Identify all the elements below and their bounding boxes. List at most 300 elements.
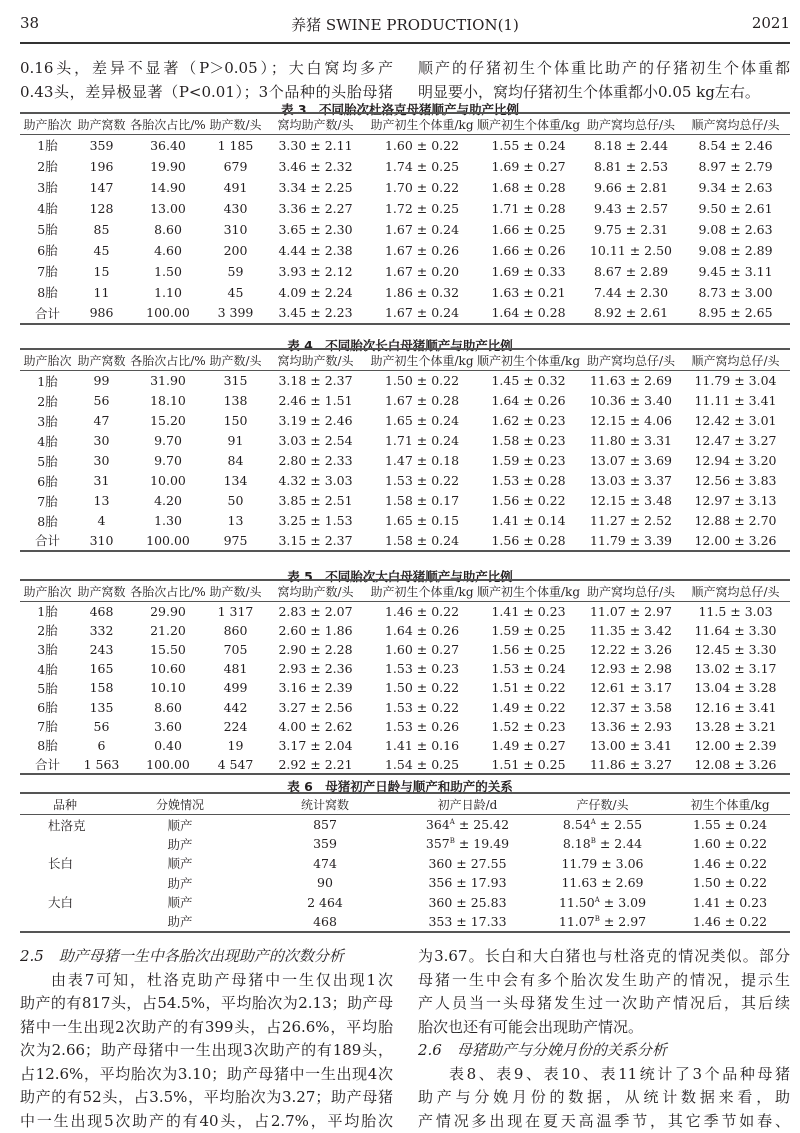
text-line: 明显要小，窝均仔猪初生个体重都小0.05 kg左右。 bbox=[418, 81, 790, 105]
table-cell: 1.86 ± 0.32 bbox=[368, 282, 476, 303]
table-cell: 11.35 ± 3.42 bbox=[581, 621, 681, 640]
table-cell: 158 bbox=[75, 678, 128, 697]
table-cell: 15.20 bbox=[128, 411, 208, 431]
table-cell: 1.56 ± 0.28 bbox=[476, 531, 581, 551]
litter-mean: 8.54 bbox=[563, 817, 591, 832]
table-cell: 1.30 bbox=[128, 511, 208, 531]
table-cell: 100.00 bbox=[128, 303, 208, 324]
column-header: 统计窝数 bbox=[250, 793, 400, 815]
table-cell: 430 bbox=[208, 198, 263, 219]
table-cell: 7胎 bbox=[20, 717, 75, 736]
table-cell: 19.90 bbox=[128, 156, 208, 177]
table-cell: 1.49 ± 0.22 bbox=[476, 697, 581, 716]
journal-title: 养猪 SWINE PRODUCTION(1) bbox=[20, 14, 790, 35]
age-sd: ± 25.42 bbox=[455, 817, 509, 832]
table-cell: 13.36 ± 2.93 bbox=[581, 717, 681, 736]
table-cell: 1.71 ± 0.24 bbox=[368, 431, 476, 451]
column-header: 助产胎次 bbox=[20, 113, 75, 135]
table-cell: 11.07 ± 2.97 bbox=[581, 602, 681, 621]
table-cell: 1.74 ± 0.25 bbox=[368, 156, 476, 177]
table-cell: 30 bbox=[75, 451, 128, 471]
table-row bbox=[20, 156, 790, 177]
table-cell: 2.60 ± 1.86 bbox=[263, 621, 368, 640]
table-cell: 1.51 ± 0.22 bbox=[476, 678, 581, 697]
litter-cell bbox=[535, 834, 670, 854]
table-cell: 12.37 ± 3.58 bbox=[581, 697, 681, 716]
table-cell: 1.41 ± 0.23 bbox=[476, 602, 581, 621]
header-row bbox=[20, 793, 790, 815]
table-cell: 14.90 bbox=[128, 177, 208, 198]
body-right-column bbox=[418, 945, 790, 1133]
table-cell: 310 bbox=[75, 531, 128, 551]
table-cell: 9.66 ± 2.81 bbox=[581, 177, 681, 198]
table-cell: 13.00 ± 3.41 bbox=[581, 736, 681, 755]
table-cell: 12.47 ± 3.27 bbox=[681, 431, 790, 451]
table-row bbox=[20, 640, 790, 659]
table-cell: 11 bbox=[75, 282, 128, 303]
text-line: 产情况多出现在夏天高温季节，其它季节如春、 bbox=[418, 1110, 790, 1133]
litter-count-cell: 857 bbox=[250, 815, 400, 835]
year: 2021 bbox=[752, 14, 790, 32]
age-mean: 364 bbox=[426, 817, 450, 832]
text-line: 表8、表9、表10、表11统计了3个品种母猪 bbox=[418, 1063, 790, 1087]
table-row bbox=[20, 491, 790, 511]
table-cell: 1.41 ± 0.16 bbox=[368, 736, 476, 755]
table-row bbox=[20, 834, 790, 854]
litter-mean: 11.63 ± 2.69 bbox=[561, 875, 643, 890]
litter-sd: ± 3.09 bbox=[600, 895, 646, 910]
column-header: 顺产初生个体重/kg bbox=[476, 349, 581, 371]
column-header: 助产初生个体重/kg bbox=[368, 349, 476, 371]
table-cell: 12.94 ± 3.20 bbox=[681, 451, 790, 471]
litter-significance: B bbox=[595, 915, 600, 923]
delivery-type-cell: 助产 bbox=[110, 834, 250, 854]
parity-table bbox=[20, 112, 790, 325]
column-header: 助产胎次 bbox=[20, 580, 75, 602]
litter-cell bbox=[535, 912, 670, 932]
intro-right-column bbox=[418, 57, 790, 104]
table-cell: 1.67 ± 0.20 bbox=[368, 261, 476, 282]
table-cell: 12.16 ± 3.41 bbox=[681, 697, 790, 716]
table-cell: 11.80 ± 3.31 bbox=[581, 431, 681, 451]
table-cell: 1.47 ± 0.18 bbox=[368, 451, 476, 471]
table-cell: 13 bbox=[75, 491, 128, 511]
column-header: 分娩情况 bbox=[110, 793, 250, 815]
table-cell: 986 bbox=[75, 303, 128, 324]
table-row bbox=[20, 240, 790, 261]
table-cell: 85 bbox=[75, 219, 128, 240]
text-line: 由表7可知，杜洛克助产母猪中一生仅出现1次 bbox=[20, 969, 393, 993]
litter-sd: ± 2.97 bbox=[600, 914, 646, 929]
text-line: 次为2.66；助产母猪中一生出现3次助产的有189头， bbox=[20, 1039, 393, 1063]
table-cell: 1胎 bbox=[20, 371, 75, 391]
column-header: 各胎次占比/% bbox=[128, 349, 208, 371]
table-cell: 31 bbox=[75, 471, 128, 491]
column-header: 助产初生个体重/kg bbox=[368, 113, 476, 135]
table-cell: 6胎 bbox=[20, 240, 75, 261]
litter-cell bbox=[535, 893, 670, 913]
table-cell: 4胎 bbox=[20, 431, 75, 451]
table-cell: 8.60 bbox=[128, 219, 208, 240]
age-cell bbox=[400, 834, 535, 854]
table-cell: 481 bbox=[208, 659, 263, 678]
table-cell: 6 bbox=[75, 736, 128, 755]
table-cell: 1.58 ± 0.23 bbox=[476, 431, 581, 451]
intro-left-column bbox=[20, 57, 393, 104]
table-cell: 13 bbox=[208, 511, 263, 531]
table-cell: 9.70 bbox=[128, 451, 208, 471]
table-cell: 138 bbox=[208, 391, 263, 411]
table-cell: 3.30 ± 2.11 bbox=[263, 135, 368, 156]
table-cell: 9.08 ± 2.89 bbox=[681, 240, 790, 261]
table-cell: 12.97 ± 3.13 bbox=[681, 491, 790, 511]
table-row bbox=[20, 893, 790, 913]
table-cell: 8.54 ± 2.46 bbox=[681, 135, 790, 156]
table-cell: 0.40 bbox=[128, 736, 208, 755]
table-cell: 3.16 ± 2.39 bbox=[263, 678, 368, 697]
table-row bbox=[20, 471, 790, 491]
table-row bbox=[20, 717, 790, 736]
table-cell: 合计 bbox=[20, 755, 75, 774]
column-header: 助产数/头 bbox=[208, 113, 263, 135]
table-row bbox=[20, 371, 790, 391]
table-cell: 10.60 bbox=[128, 659, 208, 678]
litter-significance: A bbox=[595, 896, 600, 904]
table-cell: 1.67 ± 0.24 bbox=[368, 303, 476, 324]
table-cell: 1.67 ± 0.28 bbox=[368, 391, 476, 411]
litter-significance: B bbox=[591, 837, 596, 845]
table-cell: 7.44 ± 2.30 bbox=[581, 282, 681, 303]
litter-mean: 11.79 ± 3.06 bbox=[561, 856, 643, 871]
table-cell: 8胎 bbox=[20, 282, 75, 303]
table-cell: 2.92 ± 2.21 bbox=[263, 755, 368, 774]
table-row bbox=[20, 697, 790, 716]
table-cell: 1胎 bbox=[20, 602, 75, 621]
column-header: 各胎次占比/% bbox=[128, 113, 208, 135]
column-header: 助产数/头 bbox=[208, 349, 263, 371]
table-cell: 13.04 ± 3.28 bbox=[681, 678, 790, 697]
table-cell: 9.70 bbox=[128, 431, 208, 451]
table-cell: 9.34 ± 2.63 bbox=[681, 177, 790, 198]
birth-weight-cell: 1.60 ± 0.22 bbox=[670, 834, 790, 854]
text-line: 中一生出现5次助产的有40头，占2.7%，平均胎次 bbox=[20, 1110, 393, 1133]
table-cell: 8.97 ± 2.79 bbox=[681, 156, 790, 177]
birth-weight-cell: 1.46 ± 0.22 bbox=[670, 854, 790, 874]
table-cell: 3.03 ± 2.54 bbox=[263, 431, 368, 451]
table-cell: 4胎 bbox=[20, 198, 75, 219]
section-heading: 2.5 助产母猪一生中各胎次出现助产的次数分析 bbox=[20, 945, 393, 969]
table-title: 表 3 不同胎次杜洛克母猪顺产与助产比例 bbox=[0, 100, 800, 118]
table-cell: 1.65 ± 0.24 bbox=[368, 411, 476, 431]
table-row bbox=[20, 391, 790, 411]
table-cell: 3.15 ± 2.37 bbox=[263, 531, 368, 551]
table-cell: 1.52 ± 0.23 bbox=[476, 717, 581, 736]
table-row bbox=[20, 261, 790, 282]
table-row bbox=[20, 135, 790, 156]
column-header: 助产窝均总仔/头 bbox=[581, 580, 681, 602]
running-header bbox=[20, 6, 790, 44]
table-cell: 3.19 ± 2.46 bbox=[263, 411, 368, 431]
litter-mean: 8.18 bbox=[563, 836, 591, 851]
table-row bbox=[20, 219, 790, 240]
litter-sd: ± 2.55 bbox=[596, 817, 642, 832]
table-cell: 11.11 ± 3.41 bbox=[681, 391, 790, 411]
table-cell: 3胎 bbox=[20, 411, 75, 431]
table-cell: 134 bbox=[208, 471, 263, 491]
table-cell: 7胎 bbox=[20, 261, 75, 282]
table-cell: 15 bbox=[75, 261, 128, 282]
table-cell: 332 bbox=[75, 621, 128, 640]
age-significance: B bbox=[450, 837, 455, 845]
table-cell: 30 bbox=[75, 431, 128, 451]
column-header: 顺产初生个体重/kg bbox=[476, 113, 581, 135]
table-cell: 12.15 ± 3.48 bbox=[581, 491, 681, 511]
table-cell: 4.20 bbox=[128, 491, 208, 511]
age-cell bbox=[400, 893, 535, 913]
table-cell: 1.56 ± 0.25 bbox=[476, 640, 581, 659]
table-cell: 12.00 ± 3.26 bbox=[681, 531, 790, 551]
table-cell: 1.10 bbox=[128, 282, 208, 303]
litter-mean: 11.50 bbox=[559, 895, 595, 910]
table-cell: 3.45 ± 2.23 bbox=[263, 303, 368, 324]
table-cell: 1.66 ± 0.25 bbox=[476, 219, 581, 240]
age-significance: A bbox=[450, 818, 455, 826]
table-cell: 12.61 ± 3.17 bbox=[581, 678, 681, 697]
litter-cell bbox=[535, 854, 670, 874]
table-cell: 1.45 ± 0.32 bbox=[476, 371, 581, 391]
table-cell: 11.64 ± 3.30 bbox=[681, 621, 790, 640]
table-cell: 3胎 bbox=[20, 640, 75, 659]
table-cell: 1.60 ± 0.22 bbox=[368, 135, 476, 156]
table-cell: 4.00 ± 2.62 bbox=[263, 717, 368, 736]
table-row bbox=[20, 411, 790, 431]
table-cell: 128 bbox=[75, 198, 128, 219]
table-cell: 12.45 ± 3.30 bbox=[681, 640, 790, 659]
table-cell: 9.43 ± 2.57 bbox=[581, 198, 681, 219]
table-cell: 8.18 ± 2.44 bbox=[581, 135, 681, 156]
table-cell: 1.69 ± 0.33 bbox=[476, 261, 581, 282]
age-mean: 353 ± 17.33 bbox=[428, 914, 506, 929]
table-cell: 1.60 ± 0.27 bbox=[368, 640, 476, 659]
table-cell: 9.45 ± 3.11 bbox=[681, 261, 790, 282]
parity-table bbox=[20, 579, 790, 775]
table-cell: 1.64 ± 0.28 bbox=[476, 303, 581, 324]
table-cell: 1.53 ± 0.22 bbox=[368, 471, 476, 491]
text-line: 占12.6%，平均胎次为3.10；助产母猪中一生出现4次 bbox=[20, 1063, 393, 1087]
table-cell: 2胎 bbox=[20, 156, 75, 177]
table-cell: 3.85 ± 2.51 bbox=[263, 491, 368, 511]
table-title: 表 5 不同胎次大白母猪顺产与助产比例 bbox=[0, 567, 800, 585]
table-cell: 3.17 ± 2.04 bbox=[263, 736, 368, 755]
table-cell: 1.55 ± 0.24 bbox=[476, 135, 581, 156]
table-cell: 10.10 bbox=[128, 678, 208, 697]
column-header: 助产窝数 bbox=[75, 580, 128, 602]
table-cell: 合计 bbox=[20, 303, 75, 324]
table-cell: 1.53 ± 0.28 bbox=[476, 471, 581, 491]
table-cell: 1.67 ± 0.26 bbox=[368, 240, 476, 261]
column-header: 窝均助产数/头 bbox=[263, 580, 368, 602]
table-cell: 1 185 bbox=[208, 135, 263, 156]
table-row bbox=[20, 659, 790, 678]
table-row bbox=[20, 912, 790, 932]
age-cell bbox=[400, 912, 535, 932]
table-cell: 1.54 ± 0.25 bbox=[368, 755, 476, 774]
table-row bbox=[20, 873, 790, 893]
table-row bbox=[20, 854, 790, 874]
birth-weight-cell: 1.46 ± 0.22 bbox=[670, 912, 790, 932]
column-header: 产仔数/头 bbox=[535, 793, 670, 815]
table-cell: 359 bbox=[75, 135, 128, 156]
age-sd: ± 19.49 bbox=[455, 836, 509, 851]
table-row bbox=[20, 815, 790, 835]
table-cell: 100.00 bbox=[128, 755, 208, 774]
litter-sd: ± 2.44 bbox=[596, 836, 642, 851]
table-cell: 224 bbox=[208, 717, 263, 736]
age-mean: 360 ± 25.83 bbox=[428, 895, 506, 910]
litter-count-cell: 474 bbox=[250, 854, 400, 874]
delivery-type-cell: 助产 bbox=[110, 873, 250, 893]
column-header: 助产窝数 bbox=[75, 349, 128, 371]
table-cell: 150 bbox=[208, 411, 263, 431]
table-cell: 11.79 ± 3.39 bbox=[581, 531, 681, 551]
table-cell: 1.46 ± 0.22 bbox=[368, 602, 476, 621]
table-cell: 3.36 ± 2.27 bbox=[263, 198, 368, 219]
table-cell: 3.93 ± 2.12 bbox=[263, 261, 368, 282]
table-cell: 11.79 ± 3.04 bbox=[681, 371, 790, 391]
table-cell: 679 bbox=[208, 156, 263, 177]
table-cell: 3.18 ± 2.37 bbox=[263, 371, 368, 391]
age-mean: 356 ± 17.93 bbox=[428, 875, 506, 890]
delivery-type-cell: 助产 bbox=[110, 912, 250, 932]
table-cell: 4.60 bbox=[128, 240, 208, 261]
birth-weight-cell: 1.50 ± 0.22 bbox=[670, 873, 790, 893]
column-header: 助产窝数 bbox=[75, 113, 128, 135]
table-row bbox=[20, 602, 790, 621]
table-cell: 12.22 ± 3.26 bbox=[581, 640, 681, 659]
table-cell: 13.03 ± 3.37 bbox=[581, 471, 681, 491]
table-cell: 8.73 ± 3.00 bbox=[681, 282, 790, 303]
table-cell: 5胎 bbox=[20, 451, 75, 471]
table-cell: 8.60 bbox=[128, 697, 208, 716]
age-cell bbox=[400, 873, 535, 893]
table-cell: 468 bbox=[75, 602, 128, 621]
table-cell: 8.95 ± 2.65 bbox=[681, 303, 790, 324]
table-cell: 2.93 ± 2.36 bbox=[263, 659, 368, 678]
table-cell: 1.50 ± 0.22 bbox=[368, 371, 476, 391]
table-cell: 12.42 ± 3.01 bbox=[681, 411, 790, 431]
table-cell: 1.69 ± 0.27 bbox=[476, 156, 581, 177]
column-header: 初产日龄/d bbox=[400, 793, 535, 815]
table-cell: 1.63 ± 0.21 bbox=[476, 282, 581, 303]
table-cell: 47 bbox=[75, 411, 128, 431]
column-header: 顺产窝均总仔/头 bbox=[681, 580, 790, 602]
breed-cell bbox=[20, 912, 110, 932]
table-cell: 9.08 ± 2.63 bbox=[681, 219, 790, 240]
text-line: 助产与分娩月份的数据，从统计数据来看，助 bbox=[418, 1086, 790, 1110]
column-header: 助产初生个体重/kg bbox=[368, 580, 476, 602]
table-cell: 13.07 ± 3.69 bbox=[581, 451, 681, 471]
text-line: 胎次也还有可能会出现助产情况。 bbox=[418, 1016, 790, 1040]
table-cell: 3.60 bbox=[128, 717, 208, 736]
table-cell: 2.80 ± 2.33 bbox=[263, 451, 368, 471]
table-cell: 1胎 bbox=[20, 135, 75, 156]
table-cell: 21.20 bbox=[128, 621, 208, 640]
table-cell: 8.81 ± 2.53 bbox=[581, 156, 681, 177]
header-row bbox=[20, 349, 790, 371]
breed-cell bbox=[20, 834, 110, 854]
table-cell: 3 399 bbox=[208, 303, 263, 324]
table-row bbox=[20, 755, 790, 774]
table-cell: 1.53 ± 0.24 bbox=[476, 659, 581, 678]
litter-cell bbox=[535, 873, 670, 893]
table-cell: 11.86 ± 3.27 bbox=[581, 755, 681, 774]
table-cell: 1.59 ± 0.23 bbox=[476, 451, 581, 471]
page-number: 38 bbox=[20, 14, 39, 32]
table-cell: 11.5 ± 3.03 bbox=[681, 602, 790, 621]
table-cell: 5胎 bbox=[20, 678, 75, 697]
table-cell: 4.44 ± 2.38 bbox=[263, 240, 368, 261]
table-cell: 1.58 ± 0.17 bbox=[368, 491, 476, 511]
header-row bbox=[20, 113, 790, 135]
table-cell: 1.64 ± 0.26 bbox=[368, 621, 476, 640]
text-line: 顺产的仔猪初生个体重比助产的仔猪初生个体重都 bbox=[418, 57, 790, 81]
table-cell: 1.41 ± 0.14 bbox=[476, 511, 581, 531]
table-cell: 8胎 bbox=[20, 736, 75, 755]
table-cell: 50 bbox=[208, 491, 263, 511]
delivery-type-cell: 顺产 bbox=[110, 854, 250, 874]
table-cell: 56 bbox=[75, 391, 128, 411]
table-cell: 1.70 ± 0.22 bbox=[368, 177, 476, 198]
table-row bbox=[20, 303, 790, 324]
table-title: 表 4 不同胎次长白母猪顺产与助产比例 bbox=[0, 336, 800, 354]
table-cell: 1 563 bbox=[75, 755, 128, 774]
table-cell: 705 bbox=[208, 640, 263, 659]
table-cell: 19 bbox=[208, 736, 263, 755]
table-cell: 9.75 ± 2.31 bbox=[581, 219, 681, 240]
column-header: 窝均助产数/头 bbox=[263, 113, 368, 135]
text-line: 0.16头，差异不显著（P＞0.05）；大白窝均多产 bbox=[20, 57, 393, 81]
table-cell: 13.28 ± 3.21 bbox=[681, 717, 790, 736]
table-cell: 310 bbox=[208, 219, 263, 240]
table-cell: 12.15 ± 4.06 bbox=[581, 411, 681, 431]
table-cell: 7胎 bbox=[20, 491, 75, 511]
table-cell: 100.00 bbox=[128, 531, 208, 551]
table-cell: 1.67 ± 0.24 bbox=[368, 219, 476, 240]
column-header: 顺产窝均总仔/头 bbox=[681, 349, 790, 371]
column-header: 各胎次占比/% bbox=[128, 580, 208, 602]
table-cell: 12.88 ± 2.70 bbox=[681, 511, 790, 531]
table-cell: 45 bbox=[75, 240, 128, 261]
text-line: 0.43头，差异极显著（P<0.01）；3个品种的头胎母猪 bbox=[20, 81, 393, 105]
table-cell: 3.65 ± 2.30 bbox=[263, 219, 368, 240]
age-cell bbox=[400, 815, 535, 835]
table-cell: 860 bbox=[208, 621, 263, 640]
column-header: 顺产初生个体重/kg bbox=[476, 580, 581, 602]
table-cell: 2胎 bbox=[20, 391, 75, 411]
table-cell: 1.66 ± 0.26 bbox=[476, 240, 581, 261]
text-line: 猪中一生出现2次助产的有399头，占26.6%，平均胎 bbox=[20, 1016, 393, 1040]
table-cell: 12.56 ± 3.83 bbox=[681, 471, 790, 491]
birth-weight-cell: 1.55 ± 0.24 bbox=[670, 815, 790, 835]
table-cell: 1.72 ± 0.25 bbox=[368, 198, 476, 219]
table-cell: 36.40 bbox=[128, 135, 208, 156]
table-cell: 3.34 ± 2.25 bbox=[263, 177, 368, 198]
table-cell: 29.90 bbox=[128, 602, 208, 621]
table-cell: 1.68 ± 0.28 bbox=[476, 177, 581, 198]
table-row bbox=[20, 511, 790, 531]
column-header: 助产胎次 bbox=[20, 349, 75, 371]
column-header: 助产窝均总仔/头 bbox=[581, 349, 681, 371]
